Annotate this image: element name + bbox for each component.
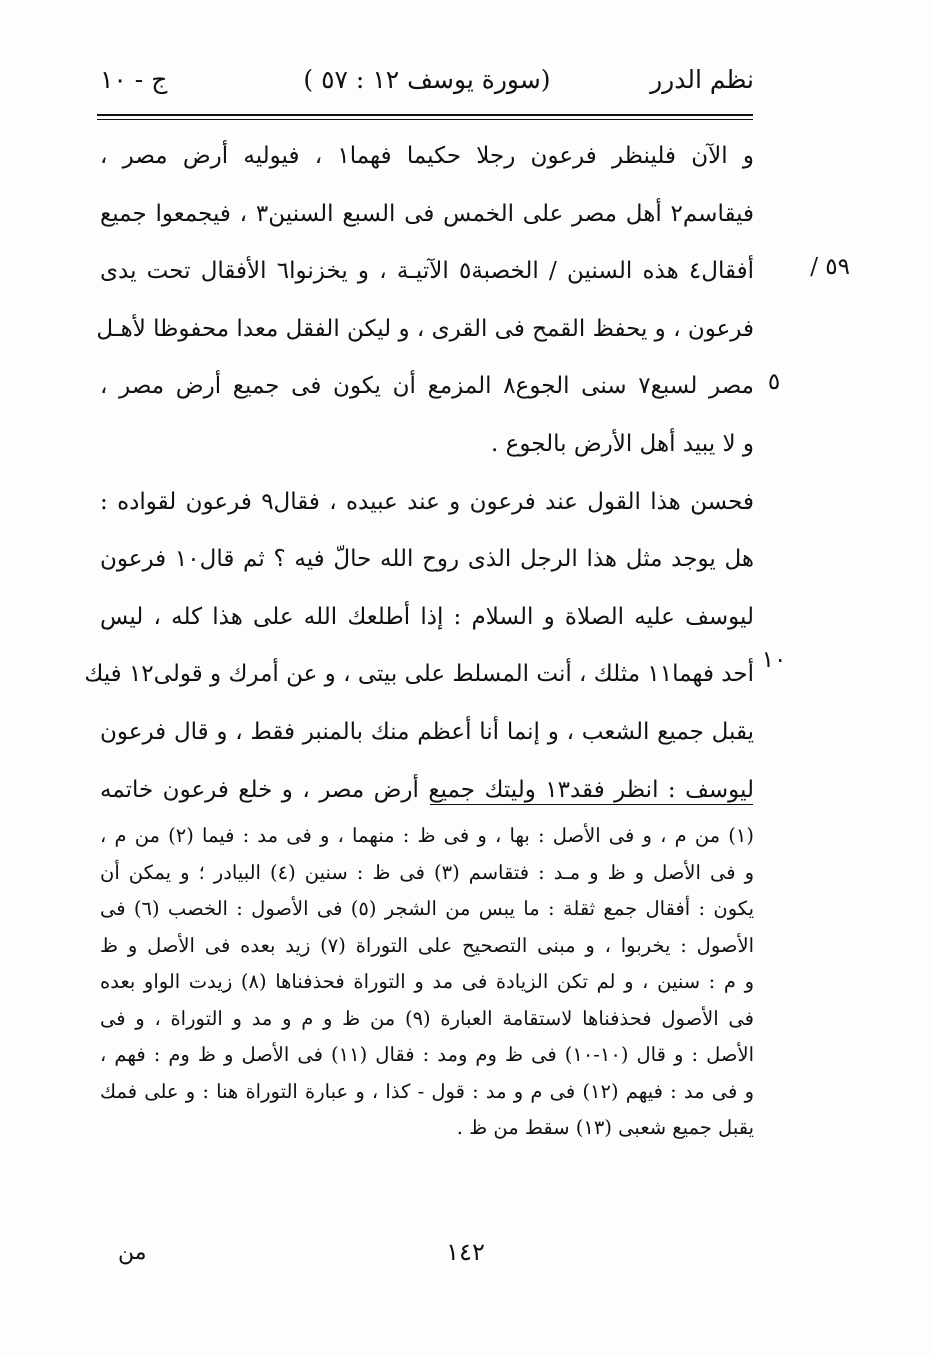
book-title: نظم الدرر xyxy=(650,65,754,94)
text-line: أحد فهما١١ مثلك ، أنت المسلط على بيتى ، و عن أمرك و قولى١٢ فيك xyxy=(84,661,754,688)
text-line: فيقاسم٢ أهل مصر على الخمس فى السبع السنين٣ ، فيجمعوا جميع xyxy=(100,200,755,227)
footnote-line: يكون : أفقال جمع ثقلة : ما يبس من الشجر (٥) فى الأصول : الخصب (٦) فى xyxy=(100,897,754,920)
catchword: من xyxy=(118,1240,147,1265)
main-text xyxy=(84,128,755,819)
header-rule-thin xyxy=(97,119,753,120)
text-line: ليوسف : انظر فقد١٣ وليتك جميع أرض مصر ، و خلع فرعون خاتمه xyxy=(100,776,754,803)
line-number-10: ١٠ xyxy=(761,647,787,673)
volume-number: ج - ١٠ xyxy=(100,65,168,94)
text-line: فحسن هذا القول عند فرعون و عند عبيده ، فقال٩ فرعون لقواده : xyxy=(100,488,754,515)
text-line: فرعون ، و يحفظ القمح فى القرى ، و ليكن الفقل معدا محفوظا لأهـل xyxy=(96,315,754,342)
running-header xyxy=(100,60,754,100)
footnote-line: و م : سنين ، و لم تكن الزيادة فى مد و التوراة فحذفناها (٨) زيدت الواو بعده xyxy=(100,970,754,993)
text-line: مصر لسبع٧ سنى الجوع٨ المزمع أن يكون فى جميع أرض مصر ، xyxy=(100,373,754,400)
text-line: أفقال٤ هذه السنين / الخصبة٥ الآتيـة ، و يخزنوا٦ الأفقال تحت يدى xyxy=(100,258,755,285)
text-line: هل يوجد مثل هذا الرجل الذى روح الله حالّ فيه ؟ ثم قال١٠ فرعون xyxy=(100,546,754,573)
footnote-line: و فى مد : فيهم (١٢) فى م و مد : قول - كذا ، و عبارة التوراة هنا : و على فمك xyxy=(100,1079,754,1103)
page-number: ١٤٢ xyxy=(446,1238,485,1266)
margin-folio-mark: ٥٩ / xyxy=(810,254,850,280)
footnote-line: الأصول : يخربوا ، و مبنى التصحيح على التوراة (٧) زيد بعده فى الأصل و ظ xyxy=(100,933,754,957)
surah-reference: (سورة يوسف ١٢ : ٥٧ ) xyxy=(303,65,551,94)
text-line: و لا يبيد أهل الأرض بالجوع . xyxy=(491,430,754,457)
footnote-line: (١) من م ، و فى الأصل : بها ، و فى ظ : منهما ، و فى مد : فيما (٢) من م ، xyxy=(100,824,754,847)
footnote-separator xyxy=(430,804,753,805)
line-number-5: ٥ xyxy=(767,369,781,395)
footnote-line: فى الأصول فحذفناها لاستقامة العبارة (٩) من ظ و م و مد و التوراة ، و فى xyxy=(100,1006,754,1030)
footnote-line: و فى الأصل و ظ و مـد : فتقاسم (٣) فى ظ : سنين (٤) البيادر ؛ و يمكن أن xyxy=(100,860,754,884)
footnote-line: يقبل جميع شعبى (١٣) سقط من ظ . xyxy=(456,1116,754,1139)
text-line: يقبل جميع الشعب ، و إنما أنا أعظم منك بالمنبر فقط ، و قال فرعون xyxy=(100,718,754,745)
footnote-line: الأصل : و قال (١٠-١٠) فى ظ وم ومد : فقال (١١) فى الأصل و ظ وم : فهم ، xyxy=(100,1043,754,1066)
text-line: و الآن فلينظر فرعون رجلا حكيما فهما١ ، فيوليه أرض مصر ، xyxy=(100,143,754,169)
header-rule xyxy=(97,114,753,116)
footnotes xyxy=(100,818,754,1147)
text-line: ليوسف عليه الصلاة و السلام : إذا أطلعك الله على هذا كله ، ليس xyxy=(100,603,754,630)
